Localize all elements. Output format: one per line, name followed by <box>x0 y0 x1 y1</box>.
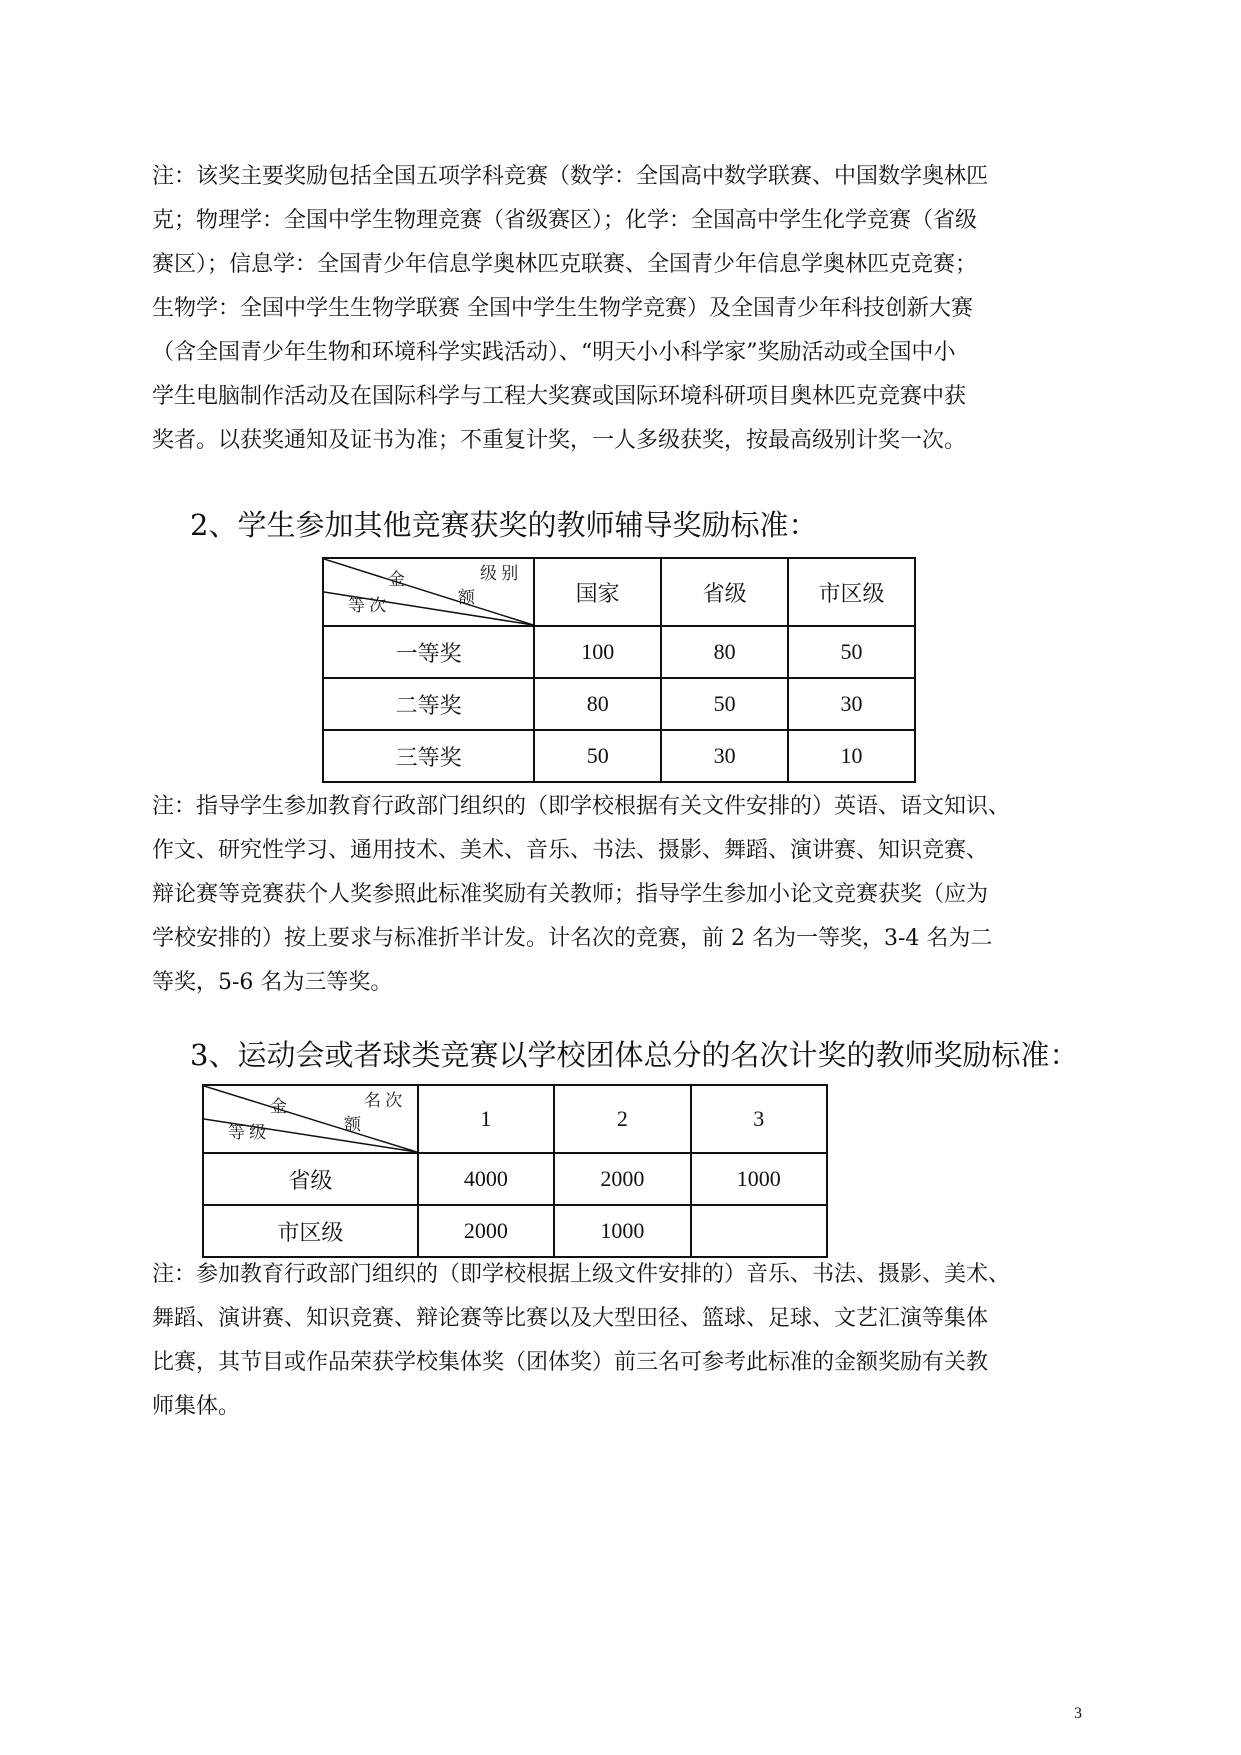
table-row <box>323 730 915 782</box>
column-header: 3 <box>691 1085 827 1153</box>
note-line: 注：该奖主要奖励包括全国五项学科竞赛（数学：全国高中数学联赛、中国数学奥林匹 <box>152 164 989 189</box>
corner-label-place: 名 次 <box>364 1091 403 1110</box>
table-cell: 50 <box>534 730 661 782</box>
table-row <box>323 626 915 678</box>
table-cell: 2000 <box>418 1205 554 1257</box>
section-heading-2: 2、学生参加其他竞赛获奖的教师辅导奖励标准： <box>190 508 818 542</box>
corner-label-level: 级 别 <box>480 564 519 583</box>
table-cell: 30 <box>788 678 915 730</box>
note-line: 辩论赛等竞赛获个人奖参照此标准奖励有关教师；指导学生参加小论文竞赛获奖（应为 <box>152 882 989 907</box>
section-heading-3: 3、运动会或者球类竞赛以学校团体总分的名次计奖的教师奖励标准： <box>190 1038 1079 1072</box>
column-header: 1 <box>418 1085 554 1153</box>
corner-label-amount-2: 额 <box>344 1115 361 1134</box>
note-line: 学生电脑制作活动及在国际科学与工程大奖赛或国际环境科研项目奥林匹克竞赛中获 <box>152 384 967 409</box>
table-cell: 100 <box>534 626 661 678</box>
page-number: 3 <box>1074 1705 1082 1722</box>
note-line: 注：参加教育行政部门组织的（即学校根据上级文件安排的）音乐、书法、摄影、美术、 <box>152 1262 1011 1287</box>
corner-label-amount: 金 <box>270 1097 287 1116</box>
note-line: 等奖，5-6 名为三等奖。 <box>152 970 393 995</box>
row-label: 省级 <box>203 1153 418 1205</box>
table-cell <box>691 1205 827 1257</box>
note-line: 克；物理学：全国中学生物理竞赛（省级赛区）；化学：全国高中学生化学竞赛（省级 <box>152 208 978 233</box>
row-label: 二等奖 <box>323 678 534 730</box>
corner-label-amount: 金 <box>388 570 405 589</box>
table-cell: 1000 <box>691 1153 827 1205</box>
table-cell: 50 <box>661 678 788 730</box>
table-row <box>323 678 915 730</box>
diagonal-header-cell <box>203 1085 418 1153</box>
table-cell: 2000 <box>554 1153 690 1205</box>
table-header-row <box>323 558 915 626</box>
note-line: 舞蹈、演讲赛、知识竞赛、辩论赛等比赛以及大型田径、篮球、足球、文艺汇演等集体 <box>152 1306 989 1331</box>
note-line: 作文、研究性学习、通用技术、美术、音乐、书法、摄影、舞蹈、演讲赛、知识竞赛、 <box>152 838 989 863</box>
table-row <box>203 1205 827 1257</box>
note-line: 学校安排的）按上要求与标准折半计发。计名次的竞赛，前 2 名为一等奖，3-4 名为二 <box>152 926 993 951</box>
corner-label-amount-2: 额 <box>458 588 475 607</box>
note-line: 赛区）；信息学：全国青少年信息学奥林匹克联赛、全国青少年信息学奥林匹克竞赛； <box>152 252 978 277</box>
table-cell: 1000 <box>554 1205 690 1257</box>
note-line: （含全国青少年生物和环境科学实践活动）、“明天小小科学家”奖励活动或全国中小 <box>152 340 956 365</box>
table-cell: 10 <box>788 730 915 782</box>
column-header: 2 <box>554 1085 690 1153</box>
table-cell: 4000 <box>418 1153 554 1205</box>
note-team-awards <box>152 1253 1096 1429</box>
note-competition-list <box>152 155 1096 463</box>
note-line: 师集体。 <box>152 1394 241 1419</box>
row-label: 三等奖 <box>323 730 534 782</box>
diagonal-header-cell <box>323 558 534 626</box>
table-header-row <box>203 1085 827 1153</box>
table-cell: 80 <box>661 626 788 678</box>
corner-label-level: 等 级 <box>228 1123 267 1142</box>
corner-label-rank: 等 次 <box>348 596 387 615</box>
note-line: 比赛，其节目或作品荣获学校集体奖（团体奖）前三名可参考此标准的金额奖励有关教 <box>152 1350 989 1375</box>
column-header: 国家 <box>534 558 661 626</box>
column-header: 省级 <box>661 558 788 626</box>
note-line: 奖者。以获奖通知及证书为准；不重复计奖，一人多级获奖，按最高级别计奖一次。 <box>152 428 967 453</box>
table-cell: 50 <box>788 626 915 678</box>
row-label: 市区级 <box>203 1205 418 1257</box>
row-label: 一等奖 <box>323 626 534 678</box>
team-award-table <box>202 1084 828 1258</box>
note-line: 生物学：全国中学生生物学联赛 全国中学生生物学竞赛）及全国青少年科技创新大赛 <box>152 296 973 321</box>
note-line: 注：指导学生参加教育行政部门组织的（即学校根据有关文件安排的）英语、语文知识、 <box>152 794 1011 819</box>
table-cell: 80 <box>534 678 661 730</box>
tutor-award-table <box>322 557 916 783</box>
table-row <box>203 1153 827 1205</box>
column-header: 市区级 <box>788 558 915 626</box>
note-other-competitions <box>152 785 1096 1005</box>
table-cell: 30 <box>661 730 788 782</box>
